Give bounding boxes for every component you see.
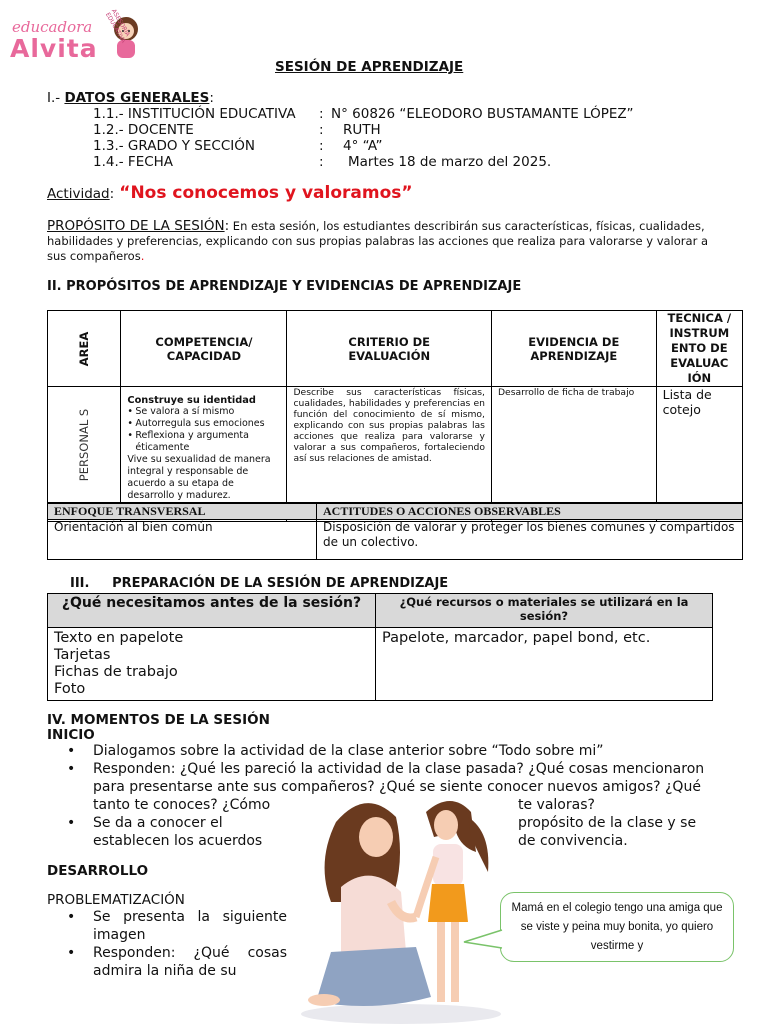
- general-row-docente: [93, 122, 693, 139]
- general-row-grado: [93, 138, 693, 155]
- page-title: SESIÓN DE APRENDIZAJE: [275, 59, 464, 75]
- general-heading-colon: :: [209, 90, 214, 106]
- desarrollo-heading: DESARROLLO: [47, 863, 149, 879]
- inicio-heading: INICIO: [47, 727, 95, 743]
- learning-purposes-table: [47, 310, 743, 522]
- area-cell: [48, 387, 121, 503]
- header-criterio: CRITERIO DE EVALUACIÓN: [287, 311, 491, 387]
- prep-col1-header: ¿Qué necesitamos antes de la sesión?: [48, 594, 376, 628]
- inicio-item-text: • Responden: ¿Qué les pareció la actividad de la clase pasada? ¿Qué cosas mencionaron para presentarse ante sus compañeros? ¿Qué se siente conocer nuevos amigos? ¿Qué tanto te conoces? ¿Cómo: [93, 761, 705, 813]
- general-label: 1.3.- GRADO Y SECCIÓN: [93, 138, 255, 154]
- general-label: 1.2.- DOCENTE: [93, 122, 194, 138]
- header-competencia: COMPETENCIA/ CAPACIDAD: [121, 311, 287, 387]
- general-value: RUTH: [343, 122, 381, 138]
- competencia-cell: [121, 387, 287, 503]
- logo-arc-text: ASESORÍA EDUCATIVA: [103, 8, 132, 45]
- prep-item: Tarjetas: [54, 647, 111, 663]
- general-sep: :: [319, 122, 324, 138]
- general-label: 1.1.- INSTITUCIÓN EDUCATIVA: [93, 106, 296, 122]
- general-label: 1.4.- FECHA: [93, 154, 174, 170]
- purpose-label: PROPÓSITO DE LA SESIÓN: [47, 218, 225, 234]
- general-sep: :: [319, 106, 324, 122]
- general-row-fecha: [93, 154, 693, 171]
- purpose-dot: .: [140, 249, 145, 263]
- speech-bubble-tail-icon: [462, 926, 504, 956]
- logo: [8, 6, 148, 68]
- inicio-item-text: propósito de la clase y se: [518, 815, 697, 831]
- enfoque-value: Orientación al bien común: [48, 520, 317, 560]
- activity-label: Actividad: [47, 186, 110, 202]
- logo-top-text: educadora: [12, 18, 93, 36]
- speech-bubble: [500, 892, 734, 962]
- section4-heading: IV. MOMENTOS DE LA SESIÓN: [47, 712, 270, 728]
- general-heading-prefix: I.-: [47, 90, 65, 106]
- general-value: N° 60826 “ELEODORO BUSTAMANTE LÓPEZ”: [331, 106, 634, 122]
- prep-col2-header: ¿Qué recursos o materiales se utilizará en la sesión?: [376, 594, 713, 628]
- problematizacion-heading: PROBLEMATIZACIÓN: [47, 892, 185, 908]
- inicio-item-text: te valoras?: [518, 797, 595, 813]
- prep-item: Foto: [54, 681, 86, 697]
- general-sep: :: [319, 138, 324, 154]
- capacidad-item: • Autorregula sus emociones: [127, 418, 280, 430]
- actitudes-header: ACTITUDES O ACCIONES OBSERVABLES: [317, 504, 743, 520]
- inicio-item-text: establecen los acuerdos: [93, 833, 263, 849]
- section2-heading: II. PROPÓSITOS DE APRENDIZAJE Y EVIDENCIAS DE APRENDIZAJE: [47, 279, 522, 294]
- general-heading: [47, 90, 214, 106]
- criterio-cell: Describe sus características físicas, cualidades, habilidades y preferencias en función del conocimiento de sí mismo, explicando con sus propias palabras las acciones que realiza para valorarse y valorar a sus compañeros, fortaleciendo así sus relaciones de amistad.: [287, 387, 491, 503]
- header-evidencia: EVIDENCIA DE APRENDIZAJE: [491, 311, 656, 387]
- header-tecnica: TECNICA / INSTRUM ENTO DE EVALUAC IÓN: [656, 311, 742, 387]
- area-value: PERSONAL S: [77, 408, 92, 481]
- section3-heading: III. PREPARACIÓN DE LA SESIÓN DE APRENDIZAJE: [70, 576, 449, 591]
- purpose-block: [47, 219, 727, 264]
- capacidades-list: [127, 406, 280, 454]
- tecnica-cell: Lista de cotejo: [656, 387, 742, 503]
- prep-item: Texto en papelote: [54, 630, 184, 646]
- preparation-table: [47, 593, 713, 701]
- prob-item: • Se presenta la siguiente imagen: [47, 908, 287, 944]
- prob-item: • Responden: ¿Qué cosas admira la niña de su: [47, 944, 287, 980]
- inicio-item: • Dialogamos sobre la actividad de la clase anterior sobre “Todo sobre mi”: [47, 742, 737, 760]
- mother-daughter-illustration: [296, 792, 506, 1024]
- purpose-text: En esta sesión, los estudiantes describirán sus características, físicas, cualidades, habilidades y preferencias, explicando con sus propias palabras las acciones que realiza para valorarse y valorar a sus compañeros: [47, 219, 708, 263]
- actitudes-value: Disposición de valorar y proteger los bienes comunes y compartidos de un colectivo.: [317, 520, 743, 560]
- competencia-title: Construye su identidad: [127, 395, 256, 406]
- general-heading-text: DATOS GENERALES: [64, 90, 210, 106]
- prep-col1-cell: [48, 628, 376, 701]
- logo-main-text: Alvita: [10, 34, 98, 63]
- speech-bubble-text: Mamá en el colegio tengo una amiga que se viste y peina muy bonita, yo quiero vestirme y: [511, 902, 723, 952]
- inicio-item-text: • Se da a conocer el: [93, 815, 223, 831]
- header-area-cell: [48, 311, 121, 387]
- general-value: Martes 18 de marzo del 2025.: [348, 154, 552, 170]
- purpose-colon: :: [224, 218, 230, 234]
- prob-list: [47, 908, 287, 980]
- general-row-institucion: [93, 106, 693, 123]
- competencia-extra: Vive su sexualidad de manera integral y responsable de acuerdo a su etapa de desarrollo y madurez.: [127, 454, 271, 501]
- activity-title: “Nos conocemos y valoramos”: [119, 183, 413, 203]
- capacidad-item: • Se valora a sí mismo: [127, 406, 280, 418]
- evidencia-cell: Desarrollo de ficha de trabajo: [491, 387, 656, 503]
- enfoque-header: ENFOQUE TRANSVERSAL: [48, 504, 317, 520]
- prep-col2-cell: Papelote, marcador, papel bond, etc.: [376, 628, 713, 701]
- general-sep: :: [319, 154, 324, 170]
- prep-item: Fichas de trabajo: [54, 664, 178, 680]
- header-area: AREA: [77, 331, 92, 366]
- activity-colon: :: [109, 186, 115, 202]
- inicio-item-text: de convivencia.: [518, 833, 628, 849]
- general-value: 4° “A”: [343, 138, 383, 154]
- enfoque-table: [47, 503, 743, 560]
- activity-line: [47, 183, 413, 203]
- capacidad-item: • Reflexiona y argumenta éticamente: [127, 430, 280, 454]
